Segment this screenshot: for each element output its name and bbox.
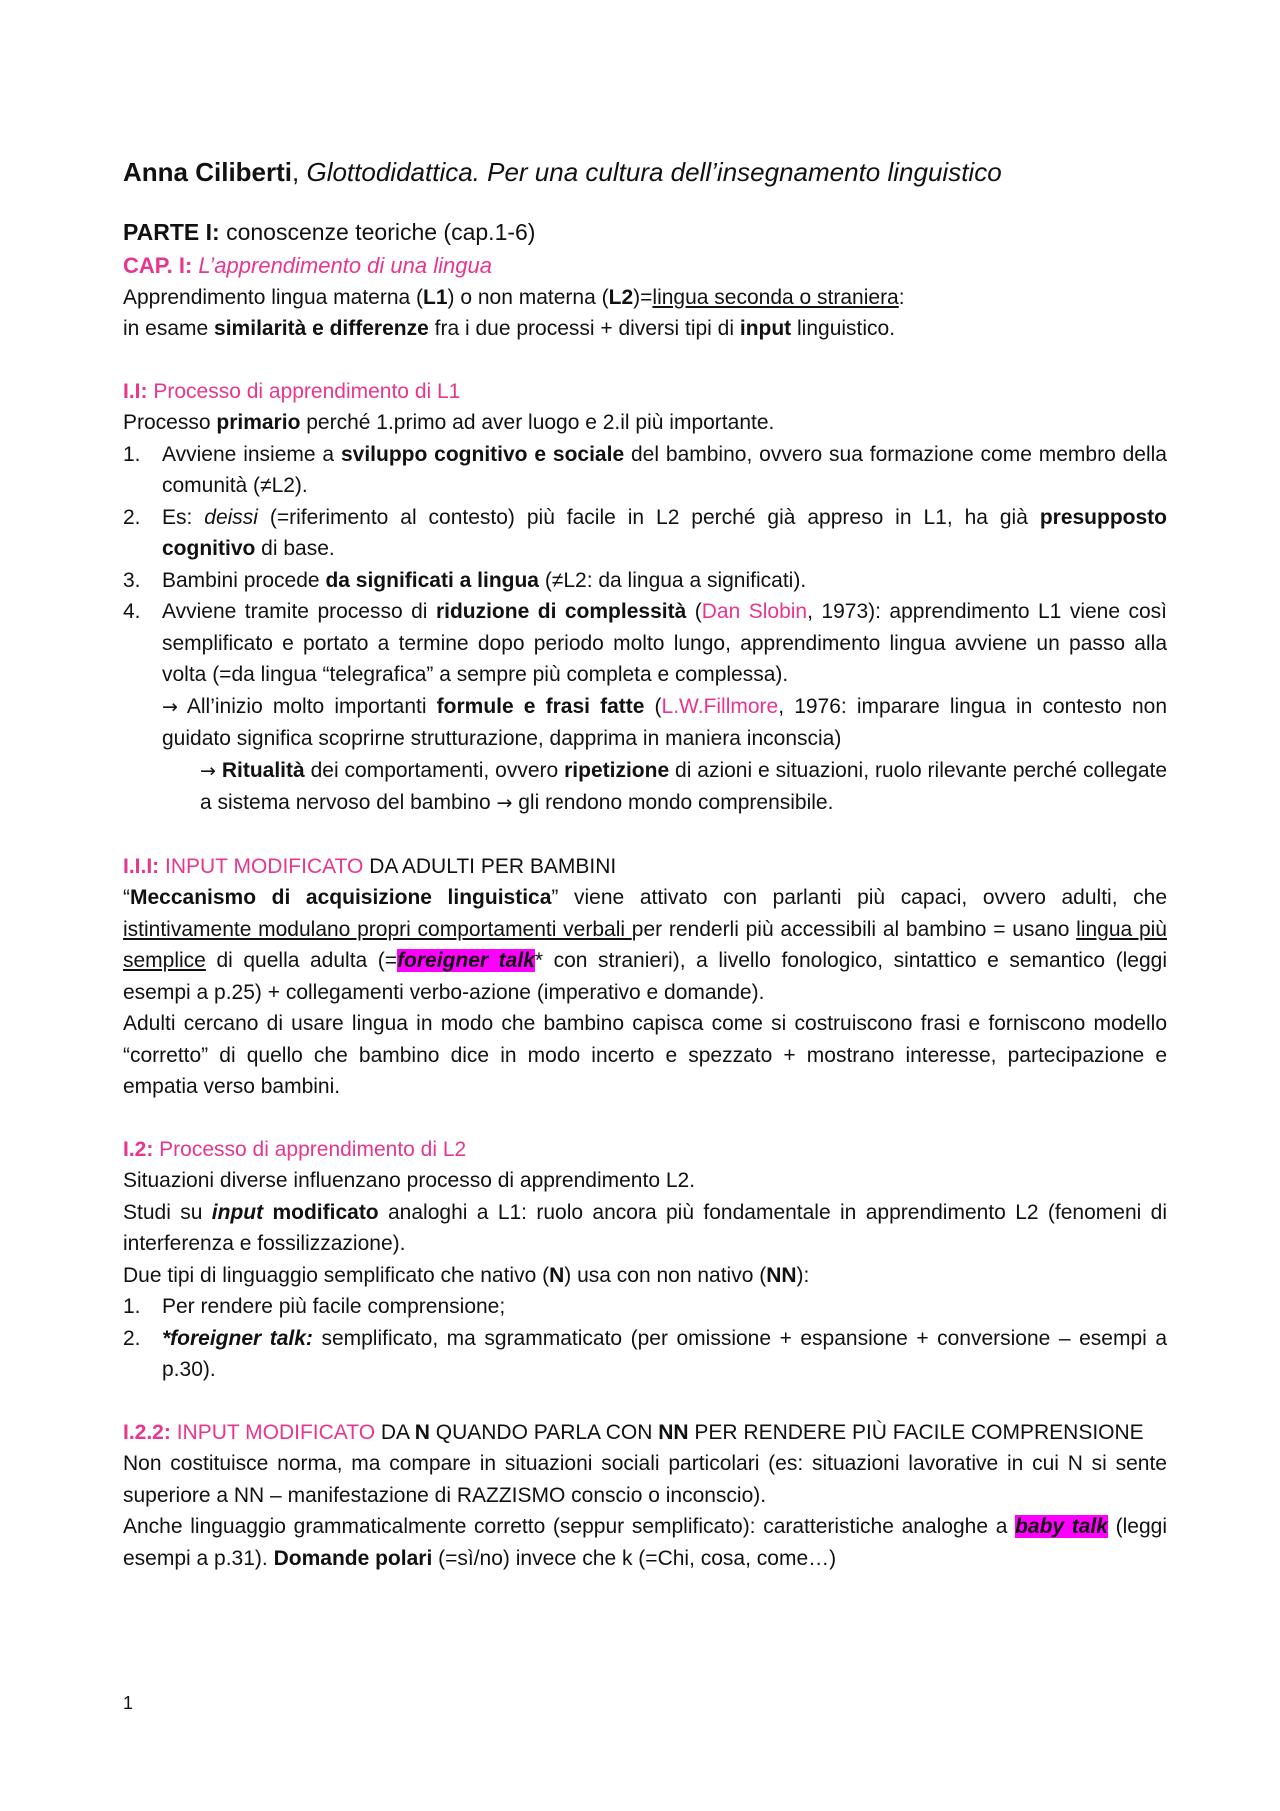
text-run: L.W.Fillmore xyxy=(661,694,779,718)
l2-list xyxy=(123,1291,1167,1386)
text-run: istintivamente modulano propri comportamenti verbali xyxy=(123,917,632,941)
text-run: Anche linguaggio grammaticalmente corretto (seppur semplificato): caratteristiche analoghe a xyxy=(123,1515,1016,1538)
text-run: NN xyxy=(766,1263,797,1287)
text-run: Es: xyxy=(162,505,205,529)
text-run: similarità e differenze xyxy=(214,317,429,340)
section-label: I.I.I: xyxy=(123,854,160,878)
text-run: lingua seconda o straniera xyxy=(652,285,899,309)
text-run: Apprendimento lingua materna ( xyxy=(123,285,424,309)
chapter-heading xyxy=(123,250,1167,282)
title-separator: , xyxy=(292,157,307,187)
text-run: ) usa con non nativo ( xyxy=(564,1263,767,1287)
text-run: ” viene attivato con parlanti più capaci, ovvero adulti, che xyxy=(551,886,1167,909)
text-run: : xyxy=(898,285,905,309)
part-text: conoscenze teoriche (cap.1-6) xyxy=(219,219,536,245)
section-label: I.2: xyxy=(123,1137,154,1161)
part-heading xyxy=(123,214,1167,250)
text-run: fra i due processi + diversi tipi di xyxy=(428,317,740,340)
paragraph xyxy=(123,1260,1167,1292)
text-run: Due tipi di linguaggio semplificato che nativo ( xyxy=(123,1263,550,1287)
text-run: input xyxy=(739,317,792,340)
text-run: ( xyxy=(686,600,702,623)
text-run: per renderli più accessibili al bambino = usano xyxy=(631,917,1077,941)
arrow-icon: → xyxy=(162,695,178,718)
text-run: formule e frasi fatte xyxy=(436,694,645,718)
text-run: Avviene tramite processo di xyxy=(162,600,436,623)
chapter-intro-line2 xyxy=(123,313,1167,345)
page-number: 1 xyxy=(123,1693,134,1713)
text-run: modificato xyxy=(272,1200,379,1224)
arrow-icon: → xyxy=(496,792,513,814)
text-run: Processo xyxy=(123,411,217,434)
list-item xyxy=(123,1323,1167,1386)
text-run: Meccanismo di acquisizione linguistica xyxy=(130,886,552,909)
spacer xyxy=(123,1386,1167,1417)
text-run: (leggi esempi a p.31). xyxy=(123,1515,1167,1570)
text-run: primario xyxy=(216,411,301,434)
paragraph xyxy=(123,882,1167,1008)
section-heading-1-2-2 xyxy=(123,1417,1167,1449)
section-title-highlight: INPUT MODIFICATO xyxy=(170,1420,376,1444)
text-run: linguistico. xyxy=(791,317,896,340)
text-run: del bambino, ovvero sua formazione come membro della comunità (≠L2). xyxy=(162,442,1167,497)
text-run: PER RENDERE PIÙ FACILE COMPRENSIONE xyxy=(688,1420,1144,1444)
text-run: (=sì/no) invece che k (=Chi, cosa, come…) xyxy=(432,1546,837,1570)
list-item xyxy=(123,1291,1167,1323)
paragraph: Adulti cercano di usare lingua in modo che bambino capisca come si costruiscono frasi e forniscono modello “corretto” di quello che bambino dice in modo incerto e spezzato + mostrano interesse, partecipazione e empatia verso bambini. xyxy=(123,1012,1167,1098)
list-number: 2. xyxy=(123,505,141,529)
part-label: PARTE I: xyxy=(123,219,220,245)
text-run: L1 xyxy=(423,285,448,309)
text-run: Ritualità xyxy=(221,758,305,782)
section-heading-1-1 xyxy=(123,376,1167,408)
page-content xyxy=(123,152,1167,1574)
list-number: 1. xyxy=(123,1295,141,1318)
text-run: L2 xyxy=(608,285,634,309)
text-run: QUANDO PARLA CON xyxy=(429,1420,659,1444)
text-run: , 1976: imparare lingua in contesto non guidato significa scoprirne strutturazione, dapprima in maniera inconscia) xyxy=(162,694,1168,750)
text-run: ripetizione xyxy=(564,758,670,782)
highlight-foreigner-talk: foreigner talk xyxy=(397,949,535,972)
text-run: *foreigner talk: xyxy=(162,1326,313,1350)
list-number: 2. xyxy=(123,1326,141,1350)
section-title: DA ADULTI PER BAMBINI xyxy=(363,854,617,878)
text-run: presupposto cognitivo xyxy=(162,505,1167,560)
text-run: ( xyxy=(644,694,662,718)
text-run: All’inizio molto importanti xyxy=(177,694,437,718)
paragraph: Situazioni diverse influenzano processo di apprendimento L2. xyxy=(123,1169,696,1192)
l1-list xyxy=(123,439,1167,820)
book-title: Glottodidattica. Per una cultura dell’insegnamento linguistico xyxy=(306,157,1002,187)
text-run: di quella adulta (= xyxy=(205,949,398,972)
arrow-note-2 xyxy=(162,755,1167,820)
section-heading-1-1-1 xyxy=(123,851,1167,883)
list-item xyxy=(123,439,1167,502)
chapter-title: L’apprendimento di una lingua xyxy=(192,253,492,278)
text-run: DA xyxy=(375,1420,415,1444)
section-heading-1-2 xyxy=(123,1134,1167,1166)
text-run: gli rendono mondo comprensibile. xyxy=(512,791,834,814)
author-name: Anna Ciliberti xyxy=(123,157,293,187)
text-run: di azioni e situazioni, ruolo rilevante perché collegate a sistema nervoso del bambino xyxy=(200,758,1168,814)
text-run: ) o non materna ( xyxy=(447,285,609,309)
text-run: Dan Slobin xyxy=(701,600,808,623)
paragraph xyxy=(123,1511,1167,1574)
text-run: di base. xyxy=(255,537,335,560)
text-run: perché 1.primo ad aver luogo e 2.il più importante. xyxy=(300,411,775,434)
paragraph xyxy=(123,1197,1167,1260)
text-run: riduzione di complessità xyxy=(435,600,687,623)
section-title: Processo di apprendimento di L2 xyxy=(153,1137,467,1161)
text-run: , 1973): apprendimento L1 viene così semplificato e portato a termine dopo periodo molto lungo, apprendimento lingua avviene un passo alla volta (=da lingua “telegrafica” a sempre più completa e complessa). xyxy=(162,600,1168,686)
text-run: “ xyxy=(123,886,130,909)
text-run: NN xyxy=(658,1420,689,1444)
text-run: Domande polari xyxy=(273,1546,433,1570)
section-label: I.I: xyxy=(123,379,148,403)
highlight-baby-talk: baby talk xyxy=(1015,1515,1108,1538)
section-title-highlight: INPUT MODIFICATO xyxy=(159,854,364,878)
text-run: lingua più semplice xyxy=(123,917,1167,972)
list-number: 4. xyxy=(123,600,141,623)
chapter-intro-line1 xyxy=(123,282,1167,314)
text-run: deissi xyxy=(204,505,258,529)
section-title: Processo di apprendimento di L1 xyxy=(147,379,461,403)
text-run: Per rendere più facile comprensione; xyxy=(162,1295,506,1318)
chapter-label: CAP. I: xyxy=(123,253,193,278)
text-run: (=riferimento al contesto) più facile in L2 perché già appreso in L1, ha già xyxy=(257,505,1040,529)
paragraph: Non costituisce norma, ma compare in situazioni sociali particolari (es: situazioni lavorative in cui N si sente superiore a NN – manifestazione di RAZZISMO conscio o inconscio). xyxy=(123,1452,1167,1507)
document-title xyxy=(123,152,1167,192)
list-item xyxy=(123,502,1167,565)
text-run: ): xyxy=(796,1263,810,1287)
spacer xyxy=(123,1103,1167,1134)
text-run: analoghi a L1: ruolo ancora più fondamentale in apprendimento L2 (fenomeni di interferenza e fossilizzazione). xyxy=(123,1200,1168,1255)
text-run: (≠L2: da lingua a significati). xyxy=(538,568,807,592)
text-run: input xyxy=(211,1200,264,1224)
text-run: N xyxy=(549,1263,565,1287)
text-run: Studi su xyxy=(123,1200,212,1224)
section-label: I.2.2: xyxy=(123,1420,171,1444)
text-run: Avviene insieme a xyxy=(162,442,341,466)
arrow-note-1 xyxy=(162,691,1167,755)
text-run: in esame xyxy=(123,317,215,340)
text-run: N xyxy=(414,1420,430,1444)
spacer xyxy=(123,820,1167,851)
text-run: )= xyxy=(633,285,653,309)
text-run: semplificato, ma sgrammaticato (per omissione + espansione + conversione – esempi a p.30). xyxy=(162,1326,1167,1381)
list-number: 1. xyxy=(123,442,141,466)
text-run: da significati a lingua xyxy=(325,568,539,592)
spacer xyxy=(123,345,1167,376)
list-item xyxy=(123,596,1167,820)
text-run: Bambini procede xyxy=(162,568,326,592)
text-run: dei comportamenti, ovvero xyxy=(304,758,565,782)
list-item xyxy=(123,565,1167,597)
arrow-icon: → xyxy=(200,759,216,782)
section-intro xyxy=(123,407,1167,439)
text-run: * con stranieri), a livello fonologico, sintattico e semantico (leggi esempi a p.25) + collegamenti verbo-azione (imperativo e domande). xyxy=(123,949,1167,1004)
text-run: sviluppo cognitivo e sociale xyxy=(340,442,625,466)
list-number: 3. xyxy=(123,568,141,592)
